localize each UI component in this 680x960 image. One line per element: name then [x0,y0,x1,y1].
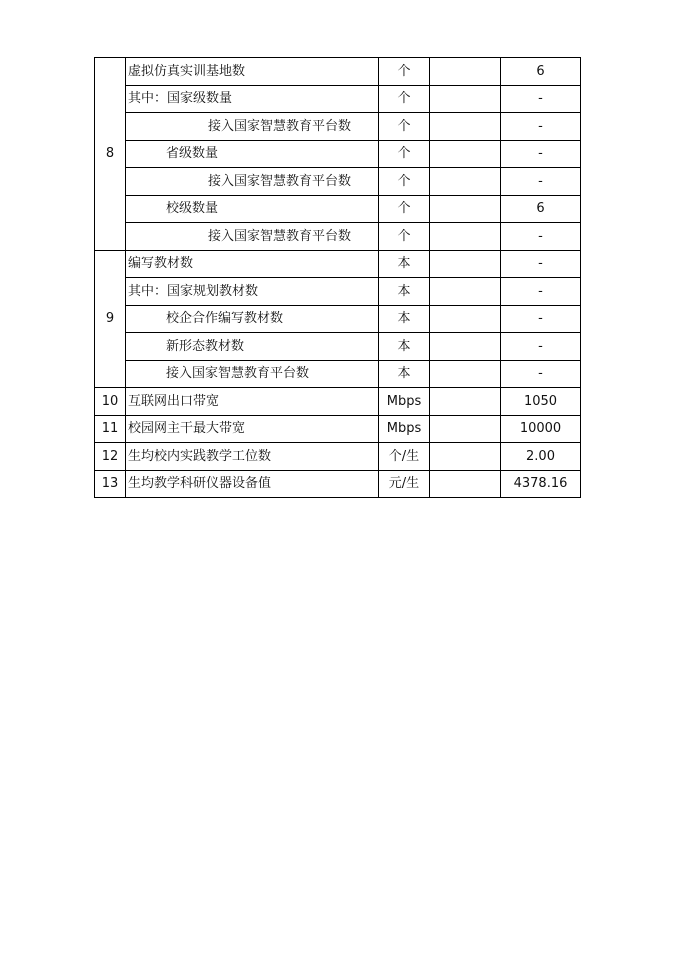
unit-cell: 个 [379,113,430,141]
item-name-cell: 生均教学科研仪器设备值 [126,470,379,498]
item-name-cell: 其中：国家级数量 [126,85,379,113]
unit-cell: 本 [379,333,430,361]
value-cell: - [501,140,581,168]
blank-cell [430,278,501,306]
item-name-cell: 编写教材数 [126,250,379,278]
item-name-cell: 其中：国家规划教材数 [126,278,379,306]
table-row [95,305,581,333]
blank-cell [430,470,501,498]
table-row [95,85,581,113]
unit-cell: Mbps [379,388,430,416]
table-row [95,415,581,443]
row-number-cell: 11 [95,415,126,443]
table-row [95,140,581,168]
table-row [95,333,581,361]
blank-cell [430,113,501,141]
item-name-cell: 生均校内实践教学工位数 [126,443,379,471]
unit-cell: 个/生 [379,443,430,471]
item-name-cell: 校园网主干最大带宽 [126,415,379,443]
value-cell: 4378.16 [501,470,581,498]
table-row [95,58,581,86]
item-name-cell: 接入国家智慧教育平台数 [126,113,379,141]
unit-cell: 个 [379,140,430,168]
row-number-cell: 12 [95,443,126,471]
statistics-table [94,57,581,498]
value-cell: - [501,360,581,388]
blank-cell [430,443,501,471]
value-cell: 2.00 [501,443,581,471]
blank-cell [430,333,501,361]
row-number-cell: 10 [95,388,126,416]
blank-cell [430,360,501,388]
item-name-cell: 互联网出口带宽 [126,388,379,416]
value-cell: - [501,85,581,113]
blank-cell [430,305,501,333]
blank-cell [430,415,501,443]
blank-cell [430,58,501,86]
table-row [95,470,581,498]
blank-cell [430,140,501,168]
item-name-cell: 省级数量 [126,140,379,168]
table-row [95,250,581,278]
value-cell: 1050 [501,388,581,416]
value-cell: - [501,168,581,196]
unit-cell: 本 [379,305,430,333]
value-cell: 6 [501,195,581,223]
table-row [95,168,581,196]
row-number-cell: 9 [95,250,126,388]
table-row [95,443,581,471]
unit-cell: 个 [379,223,430,251]
item-name-cell: 接入国家智慧教育平台数 [126,360,379,388]
blank-cell [430,195,501,223]
table-row [95,278,581,306]
value-cell: 10000 [501,415,581,443]
unit-cell: 个 [379,85,430,113]
item-name-cell: 校企合作编写教材数 [126,305,379,333]
unit-cell: 个 [379,195,430,223]
blank-cell [430,388,501,416]
unit-cell: 个 [379,58,430,86]
unit-cell: 本 [379,278,430,306]
item-name-cell: 新形态教材数 [126,333,379,361]
item-name-cell: 校级数量 [126,195,379,223]
table-row [95,195,581,223]
table-row [95,360,581,388]
blank-cell [430,223,501,251]
value-cell: - [501,250,581,278]
item-name-cell: 接入国家智慧教育平台数 [126,223,379,251]
unit-cell: 本 [379,250,430,278]
unit-cell: 本 [379,360,430,388]
table-row [95,113,581,141]
unit-cell: Mbps [379,415,430,443]
item-name-cell: 接入国家智慧教育平台数 [126,168,379,196]
value-cell: - [501,278,581,306]
unit-cell: 个 [379,168,430,196]
row-number-cell: 8 [95,58,126,251]
unit-cell: 元/生 [379,470,430,498]
value-cell: - [501,113,581,141]
row-number-cell: 13 [95,470,126,498]
value-cell: - [501,333,581,361]
value-cell: - [501,305,581,333]
blank-cell [430,85,501,113]
table-row [95,223,581,251]
blank-cell [430,168,501,196]
value-cell: - [501,223,581,251]
table-row [95,388,581,416]
item-name-cell: 虚拟仿真实训基地数 [126,58,379,86]
blank-cell [430,250,501,278]
value-cell: 6 [501,58,581,86]
